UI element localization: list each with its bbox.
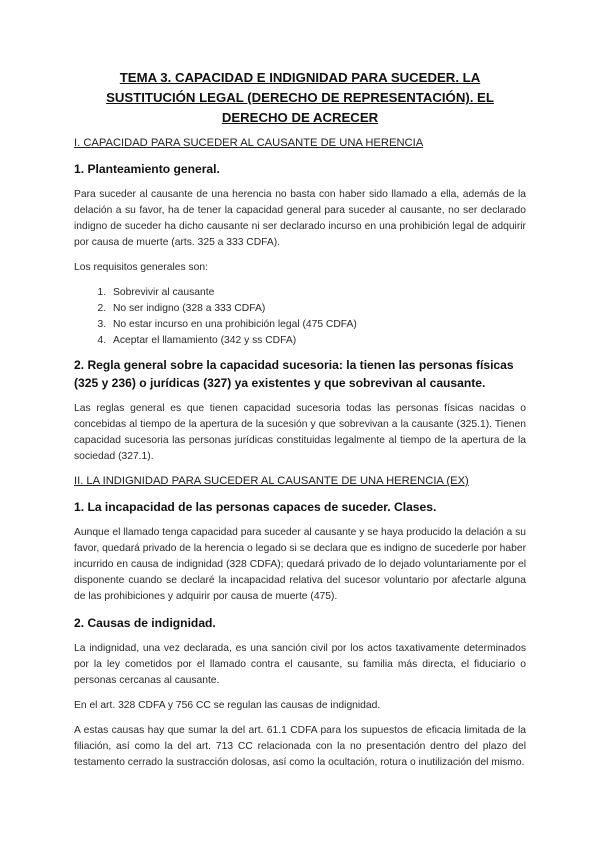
requirements-list — [74, 285, 526, 349]
paragraph: En el art. 328 CDFA y 756 CC se regulan las causas de indignidad. — [74, 700, 381, 711]
subheading-planteamiento: 1. Planteamiento general. — [74, 162, 220, 176]
list-item: 3. No estar incurso en una prohibición legal (475 CDFA) — [109, 317, 526, 333]
list-item: 4. Aceptar el llamamiento (342 y ss CDFA) — [109, 333, 526, 349]
subheading-regla-general: 2. Regla general sobre la capacidad sucesoria: la tienen las personas físicas (325 y 236) o jurídicas (327) ya existentes y que sobrevivan al causante. — [74, 358, 514, 390]
paragraph: Las reglas general es que tienen capacidad sucesoria todas las personas físicas nacidas o concebidas al tiempo de la apertura de la sucesión y que sobrevivan a la causante (325.1). Tienen capacidad sucesoria las personas jurídicas constituidas legalmente al tiempo de la apertura de la sociedad (327.1). — [74, 403, 526, 462]
list-item: 2. No ser indigno (328 a 333 CDFA) — [109, 301, 526, 317]
paragraph: A estas causas hay que sumar la del art. 61.1 CDFA para los supuestos de eficacia limitada de la filiación, así como la del art. 713 CC relacionada con la no presentación dentro del plazo del testamento cerrado la sustracción dolosas, así como la ocultación, rotura o inutilización del mismo. — [74, 725, 526, 768]
section-heading-indignidad: II. LA INDIGNIDAD PARA SUCEDER AL CAUSANTE DE UNA HERENCIA (EX) — [74, 475, 469, 487]
paragraph: Para suceder al causante de una herencia no basta con haber sido llamado a ella, además de la delación a su favor, ha de tener la capacidad general para suceder al causante, no ser declarado indigno de suceder ha dicho causante ni ser declarado incurso en una prohibición legal de adquirir por causa de muerte (arts. 325 a 333 CDFA). — [74, 189, 526, 248]
subheading-incapacidad: 1. La incapacidad de las personas capaces de suceder. Clases. — [74, 500, 437, 514]
paragraph: Los requisitos generales son: — [74, 262, 208, 273]
list-item: 1. Sobrevivir al causante — [109, 285, 526, 301]
subheading-causas: 2. Causas de indignidad. — [74, 616, 216, 630]
section-heading-capacidad: I. CAPACIDAD PARA SUCEDER AL CAUSANTE DE UNA HERENCIA — [74, 137, 424, 149]
paragraph: La indignidad, una vez declarada, es una sanción civil por los actos taxativamente determinados por la ley cometidos por el llamado contra el causante, su familia más directa, el fiduciario o personas cercanas al causante. — [74, 643, 526, 686]
document-page — [74, 68, 526, 780]
document-title: TEMA 3. CAPACIDAD E INDIGNIDAD PARA SUCEDER. LA SUSTITUCIÓN LEGAL (DERECHO DE REPRESENTACIÓN). EL DERECHO DE ACRECER — [106, 70, 494, 125]
paragraph: Aunque el llamado tenga capacidad para suceder al causante y se haya producido la delación a su favor, quedará privado de la herencia o legado si se declara que es indigno de sucederle por haber incurrido en causa de indignidad (328 CDFA); quedará privado de lo dejado voluntariamente por el disponente cuando se declaré la incapacidad relativa del sucesor voluntario por afectarle alguna de las prohibiciones y adquirir por causa de muerte (475). — [74, 527, 526, 602]
